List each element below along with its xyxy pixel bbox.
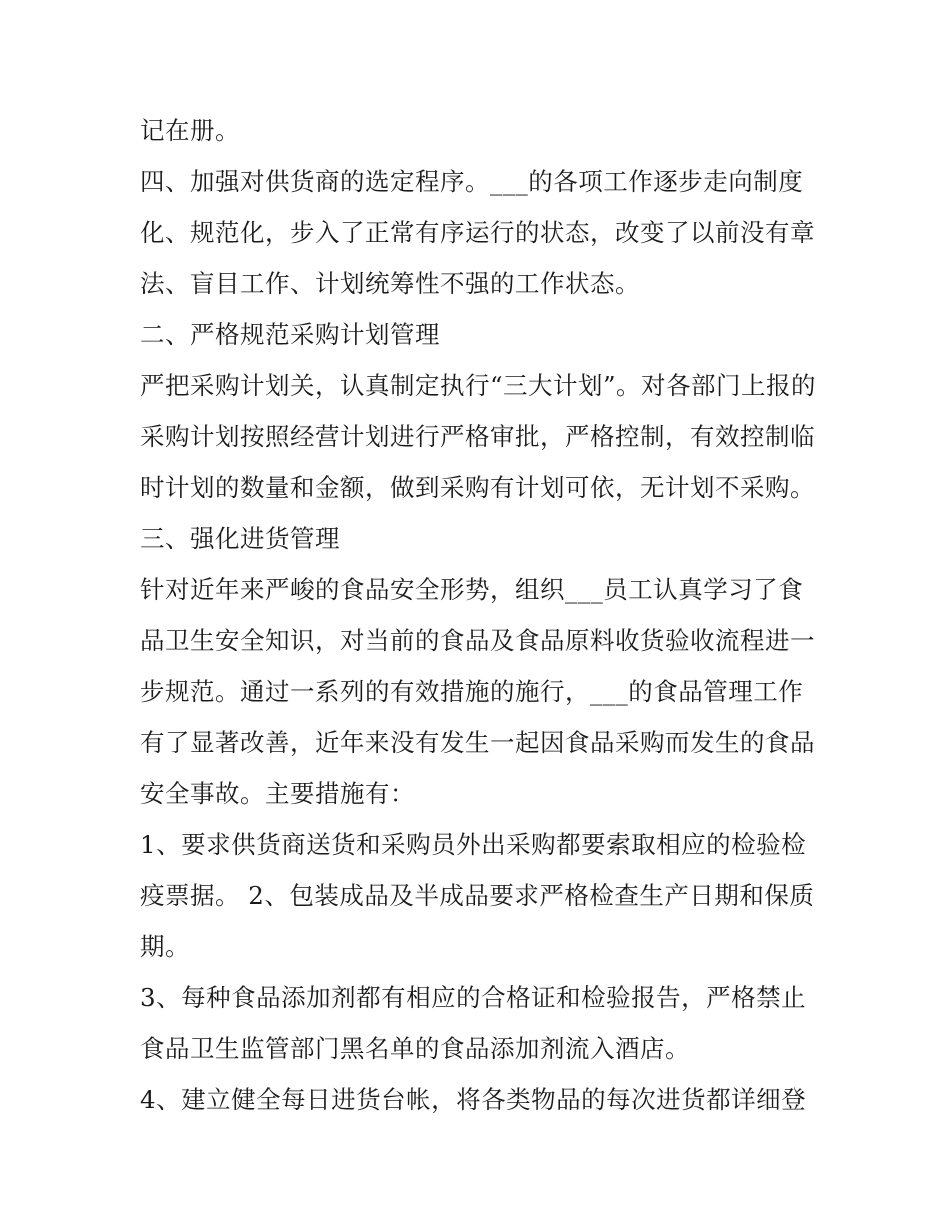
list-item: 4、建立健全每日进货台帐，将各类物品的每次进货都详细登 <box>140 1085 807 1114</box>
text-line: 期。 <box>140 932 190 961</box>
text-line: 法、盲目工作、计划统筹性不强的工作状态。 <box>140 269 640 298</box>
list-item: 1、要求供货商送货和采购员外出采购都要索取相应的检验检 <box>140 830 807 859</box>
text-line: 食品卫生监管部门黑名单的食品添加剂流入酒店。 <box>140 1034 690 1063</box>
text-line: 时计划的数量和金额，做到采购有计划可依，无计划不采购。 <box>140 473 815 502</box>
text-line: 严把采购计划关，认真制定执行“三大计划”。对各部门上报的 <box>140 371 817 400</box>
text-line: 化、规范化，步入了正常有序运行的状态，改变了以前没有章 <box>140 218 815 247</box>
text-line: 针对近年来严峻的食品安全形势，组织___员工认真学习了食 <box>140 575 804 604</box>
section-heading: 二、严格规范采购计划管理 <box>140 320 440 349</box>
text-line: 步规范。通过一系列的有效措施的施行，___的食品管理工作 <box>140 677 804 706</box>
text-line: 疫票据。 2、包装成品及半成品要求严格检查生产日期和保质 <box>140 881 815 910</box>
text-line: 安全事故。主要措施有： <box>140 779 415 808</box>
document-body <box>140 105 830 1125</box>
text-line: 品卫生安全知识，对当前的食品及食品原料收货验收流程进一 <box>140 626 815 655</box>
list-item: 3、每种食品添加剂都有相应的合格证和检验报告，严格禁止 <box>140 983 807 1012</box>
text-line: 有了显著改善，近年来没有发生一起因食品采购而发生的食品 <box>140 728 815 757</box>
text-line: 记在册。 <box>140 116 240 145</box>
section-heading: 三、强化进货管理 <box>140 524 340 553</box>
text-line: 四、加强对供货商的选定程序。___的各项工作逐步走向制度 <box>140 167 804 196</box>
text-line: 采购计划按照经营计划进行严格审批，严格控制，有效控制临 <box>140 422 815 451</box>
